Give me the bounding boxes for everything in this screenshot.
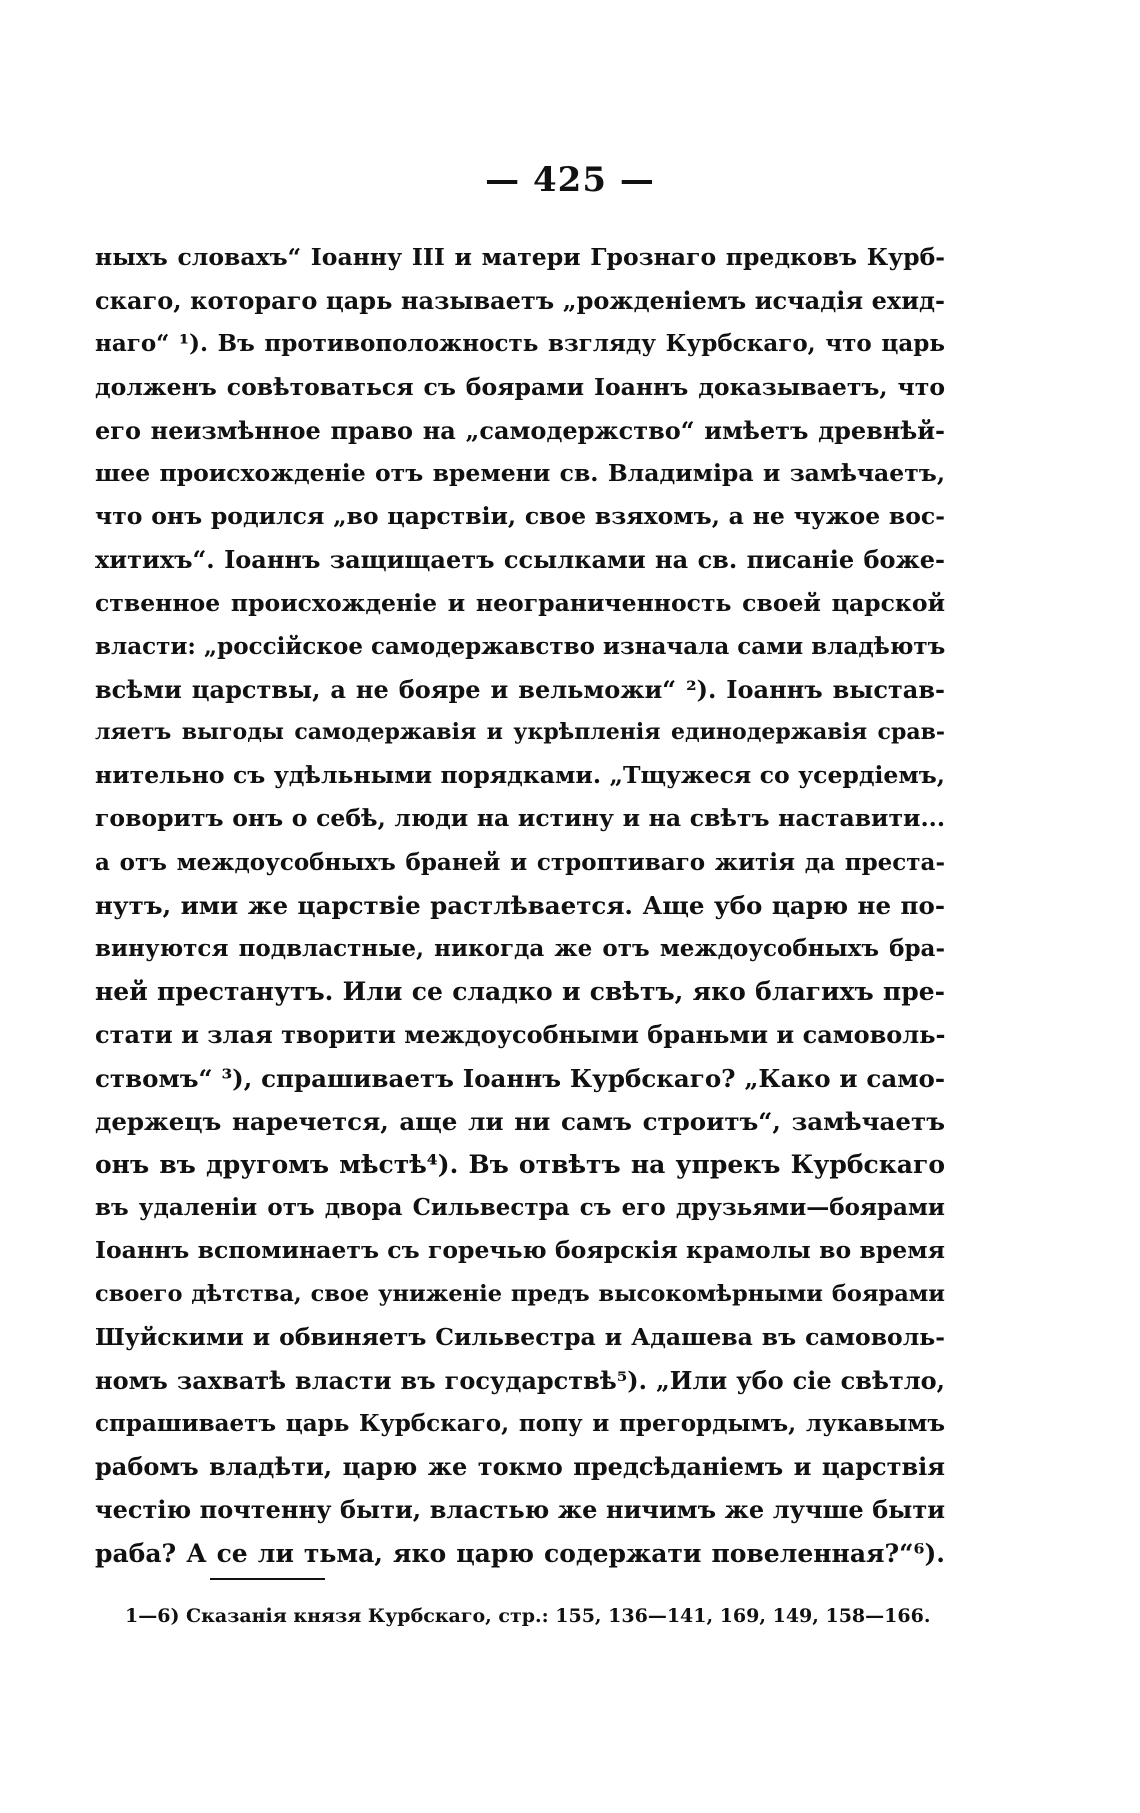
text-line: говоритъ онъ о себѣ, люди на истину и на свѣтъ наставити...	[95, 804, 945, 833]
text-line: скаго, котораго царь называетъ „рожденіемъ исчадія ехид-	[95, 286, 945, 316]
text-line: своего дѣтства, свое униженіе предъ высокомѣрными боярами	[95, 1280, 945, 1307]
text-line: рабомъ владѣти, царю же токмо предсѣданіемъ и царствія	[95, 1452, 945, 1482]
text-line: Шуйскими и обвиняетъ Сильвестра и Адашева въ самоволь-	[95, 1322, 945, 1351]
text-line: честію почтенну быти, властью же ничимъ же лучше быти	[95, 1495, 945, 1525]
footnote: 1—6) Сказанія князя Курбскаго, стр.: 155, 136—141, 169, 149, 158—166.	[125, 1605, 931, 1627]
text-line: въ удаленіи отъ двора Сильвестра съ его друзьями—боярами	[95, 1194, 945, 1222]
text-line: держецъ наречется, аще ли ни самъ строитъ“, замѣчаетъ	[95, 1106, 945, 1136]
text-line: ней престанутъ. Или се сладко и свѣтъ, яко благихъ пре-	[95, 977, 945, 1007]
text-line: шее происхожденіе отъ времени св. Владиміра и замѣчаетъ,	[95, 458, 945, 487]
footnote-divider	[210, 1578, 325, 1580]
text-line: хитихъ“. Іоаннъ защищаетъ ссылками на св. писаніе боже-	[95, 545, 945, 575]
body-text	[95, 236, 945, 1575]
text-line: а отъ междоусобныхъ браней и строптиваго житія да преста-	[95, 848, 945, 876]
text-line: нительно съ удѣльными порядками. „Тщужеся со усердіемъ,	[95, 761, 945, 790]
text-line: ствомъ“ ³), спрашиваетъ Іоаннъ Курбскаго? „Како и само-	[95, 1063, 945, 1093]
text-line: номъ захватѣ власти въ государствѣ⁵). „Или убо сіе свѣтло,	[95, 1365, 945, 1395]
page-number: — 425 —	[485, 160, 655, 200]
text-line: всѣми царствы, а не бояре и вельможи“ ²). Іоаннъ выстав-	[95, 674, 945, 704]
text-line: власти: „россійское самодержавство изначала сами владѣютъ	[95, 632, 945, 660]
text-line: что онъ родился „во царствіи, свое взяхомъ, а не чужое вос-	[95, 502, 945, 531]
text-line: ныхъ словахъ“ Іоанну III и матери Грознаго предковъ Курб-	[95, 243, 945, 271]
text-line: онъ въ другомъ мѣстѣ⁴). Въ отвѣтъ на упрекъ Курбскаго	[95, 1149, 945, 1179]
text-line: его неизмѣнное право на „самодержство“ имѣетъ древнѣй-	[95, 415, 945, 445]
text-line: нутъ, ими же царствіе растлѣвается. Аще убо царю не по-	[95, 890, 945, 920]
text-line: раба? А се ли тьма, яко царю содержати повеленная?“⁶).	[95, 1538, 945, 1568]
text-line: ственное происхожденіе и неограниченность своей царской	[95, 588, 945, 617]
text-line: спрашиваетъ царь Курбскаго, попу и прегордымъ, лукавымъ	[95, 1410, 945, 1438]
text-line: Іоаннъ вспоминаетъ съ горечью боярскія крамолы во время	[95, 1236, 945, 1265]
text-line: винуются подвластные, никогда же отъ междоусобныхъ бра-	[95, 935, 945, 962]
text-line: долженъ совѣтоваться съ боярами Іоаннъ доказываетъ, что	[95, 372, 945, 401]
text-line: стати и злая творити междоусобными браньми и самоволь-	[95, 1020, 945, 1050]
text-line: наго“ ¹). Въ противоположность взгляду Курбскаго, что царь	[95, 330, 945, 358]
text-line: ляетъ выгоды самодержавія и укрѣпленія единодержавія срав-	[95, 719, 945, 746]
